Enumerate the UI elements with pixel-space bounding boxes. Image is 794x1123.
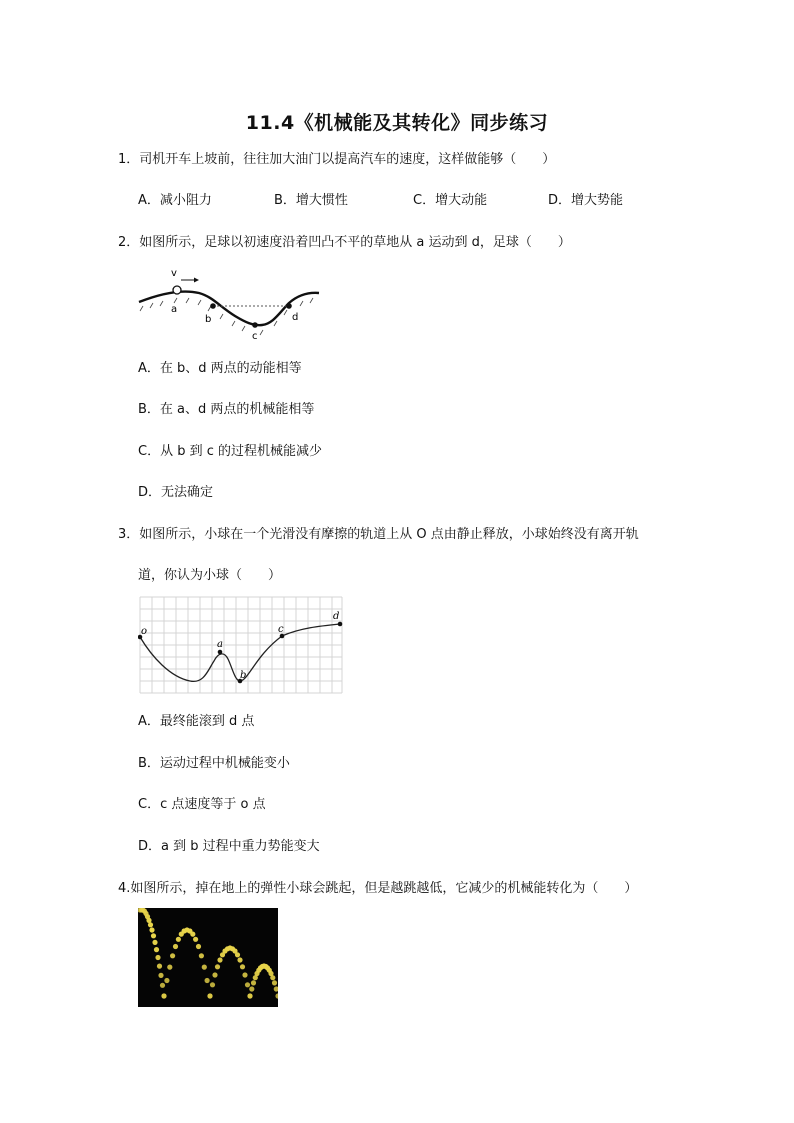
question-3-stem-line-1: 3．如图所示，小球在一个光滑没有摩擦的轨道上从 O 点由静止释放，小球始终没有离开轨 [118,527,639,542]
bouncing-ball-photo [138,908,278,1007]
ball-trail-dot-66 [274,986,278,991]
ball-trail-dot-21 [173,944,178,949]
ball-trail-dot-9 [151,933,156,938]
ball-trail-dot-51 [247,993,252,998]
ball-trail-dot-22 [176,937,181,942]
velocity-label: v [171,268,177,279]
question-1-options [138,192,623,210]
ball-trail-dot-36 [212,972,217,977]
ball-trail-dot-17 [161,993,166,998]
point-c-dot [252,322,258,328]
question-1-option-b[interactable]: B．增大惯性 [274,193,348,208]
question-2-option-a[interactable]: A．在 b、d 两点的动能相等 [138,361,302,376]
point-d-dot [338,622,343,627]
question-2-option-b[interactable]: B．在 a、d 两点的机械能相等 [138,402,315,417]
point-a-label: a [217,639,223,650]
ball-trail-dot-53 [251,980,256,985]
point-d-label: d [333,611,340,622]
question-1-stem: 1．司机开车上坡前，往往加大油门以提高汽车的速度，这样做能够（ ） [118,152,556,167]
ball-trail-dot-12 [155,955,160,960]
ball-trail-dot-18 [164,978,169,983]
ball-trail-dot-30 [199,953,204,958]
ball-trail-dot-45 [235,952,240,957]
point-d-label: d [292,312,299,323]
ball-trail-dot-52 [249,986,254,991]
ball-trail-dot-35 [210,982,215,987]
question-3-stem-line-2: 道，你认为小球（ ） [138,568,282,583]
bouncing-ball-trail [138,908,278,1007]
point-c-label: c [278,624,284,635]
question-1-option-d[interactable]: D．增大势能 [548,193,624,208]
question-2-stem: 2．如图所示，足球以初速度沿着凹凸不平的草地从 a 运动到 d，足球（ ） [118,235,571,250]
question-1-option-a[interactable]: A．减小阻力 [138,193,212,208]
ball-trail-dot-7 [148,922,153,927]
question-3-option-d[interactable]: D．a 到 b 过程中重力势能变大 [138,839,320,854]
question-3-option-c[interactable]: C．c 点速度等于 o 点 [138,797,266,812]
ball-trail-dot-8 [149,927,154,932]
point-c-label: c [252,331,258,342]
question-3-figure-track [138,595,344,695]
ball-trail-dot-13 [157,964,162,969]
ball-trail-dot-14 [158,973,163,978]
point-b-label: b [240,670,247,681]
ball-trail-dot-20 [170,953,175,958]
ball-trail-dot-37 [215,964,220,969]
question-2-figure-terrain [137,264,321,344]
football-ball [173,286,181,294]
point-a-dot [218,650,223,655]
question-2-option-d[interactable]: D．无法确定 [138,485,214,500]
ball-trail-dot-49 [245,982,250,987]
ball-trail-dot-67 [275,993,278,998]
question-3-option-a[interactable]: A．最终能滚到 d 点 [138,714,255,729]
ball-trail-dot-32 [205,978,210,983]
ball-trail-dot-28 [193,937,198,942]
ball-trail-dot-46 [237,957,242,962]
ball-trail-dot-10 [152,940,157,945]
point-o-label: o [141,626,148,637]
ball-trail-dot-65 [272,980,277,985]
point-b-dot [210,303,216,309]
ball-trail-dot-29 [196,944,201,949]
ball-trail-dot-38 [217,957,222,962]
question-4-stem: 4.如图所示，掉在地上的弹性小球会跳起，但是越跳越低，它减少的机械能转化为（ ） [118,881,638,896]
ball-trail-dot-27 [190,932,195,937]
question-1-option-c[interactable]: C．增大动能 [413,193,488,208]
ball-trail-dot-48 [242,972,247,977]
question-2-option-c[interactable]: C．从 b 到 c 的过程机械能减少 [138,444,323,459]
ball-trail-dot-47 [240,964,245,969]
ball-trail-dot-19 [167,965,172,970]
ball-trail-dot-34 [207,993,212,998]
ball-trail-dot-15 [160,983,165,988]
point-b-label: b [205,314,212,325]
question-3-option-b[interactable]: B．运动过程中机械能变小 [138,756,290,771]
point-a-label: a [171,304,178,315]
ball-trail-dot-11 [154,947,159,952]
ball-trail-dot-64 [270,975,275,980]
terrain-figure-background [137,264,321,344]
ball-trail-dot-31 [202,965,207,970]
point-d-dot [286,303,292,309]
page-title: 11.4《机械能及其转化》同步练习 [245,112,549,134]
